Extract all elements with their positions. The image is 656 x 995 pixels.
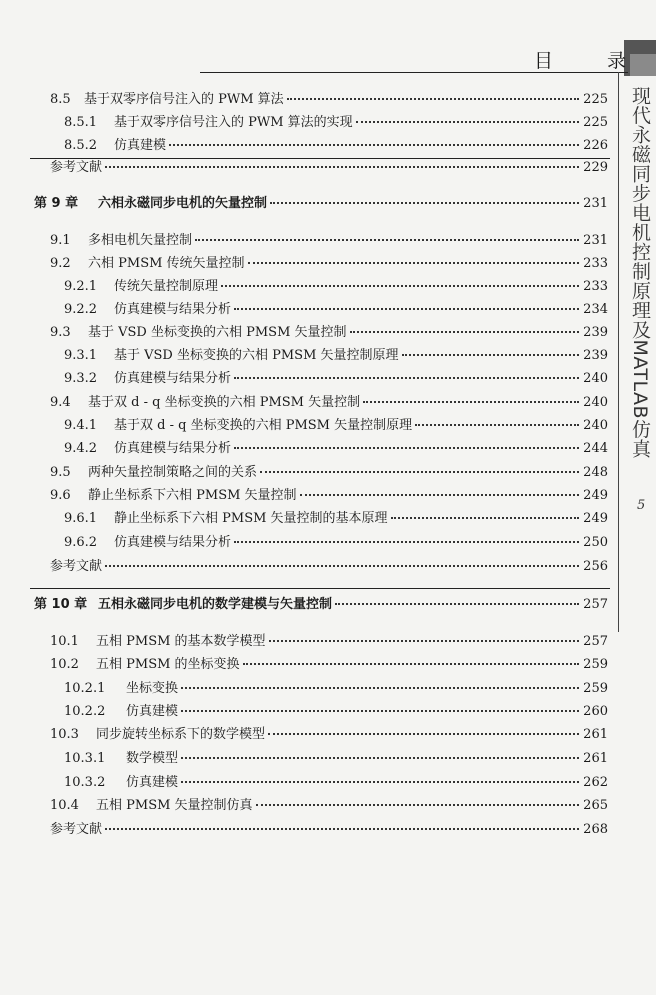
toc-title: 基于双零序信号注入的 PWM 算法	[84, 92, 284, 107]
toc-entry-10-2-2[interactable]	[64, 704, 608, 720]
toc-page: 262	[583, 775, 608, 790]
toc-title: 仿真建模	[126, 704, 179, 719]
toc-number: 9.2.1	[64, 279, 98, 294]
toc-leader-dots	[356, 121, 579, 123]
toc-entry-9-1[interactable]	[50, 233, 608, 249]
toc-chapter-number: 第 9 章	[34, 196, 79, 211]
toc-leader-dots	[105, 828, 579, 830]
toc-number: 9.4.1	[64, 418, 98, 433]
toc-leader-dots	[415, 424, 579, 426]
toc-page: 261	[583, 727, 608, 742]
toc-leader-dots	[260, 471, 579, 473]
toc-title: 数学模型	[126, 751, 179, 766]
toc-page: 226	[583, 138, 608, 153]
toc-entry-10-2[interactable]	[50, 657, 608, 673]
toc-leader-dots	[256, 804, 579, 806]
toc-entry-references[interactable]	[50, 160, 608, 176]
toc-page: 240	[583, 418, 608, 433]
toc-page: 240	[583, 371, 608, 386]
toc-title: 基于双 d - q 坐标变换的六相 PMSM 矢量控制	[88, 395, 361, 410]
toc-title: 基于双零序信号注入的 PWM 算法的实现	[114, 115, 353, 130]
toc-number: 9.2.2	[64, 302, 98, 317]
toc-leader-dots	[234, 447, 579, 449]
toc-entry-9-3-1[interactable]	[64, 348, 608, 364]
toc-leader-dots	[248, 262, 579, 264]
toc-entry-10-1[interactable]	[50, 634, 608, 650]
chapter-divider	[30, 158, 610, 159]
toc-page: 249	[583, 488, 608, 503]
toc-title: 参考文献	[50, 559, 103, 574]
toc-leader-dots	[181, 687, 579, 689]
toc-title: 基于双 d - q 坐标变换的六相 PMSM 矢量控制原理	[114, 418, 413, 433]
toc-leader-dots	[269, 640, 579, 642]
toc-number: 9.6	[50, 488, 71, 503]
toc-leader-dots	[270, 202, 579, 204]
toc-entry-9-2-1[interactable]	[64, 279, 608, 295]
toc-title: 仿真建模与结果分析	[114, 535, 232, 550]
toc-number: 9.3.1	[64, 348, 98, 363]
toc-title: 参考文献	[50, 822, 103, 837]
toc-entry-8-5-1[interactable]	[64, 115, 608, 131]
toc-title: 同步旋转坐标系下的数学模型	[96, 727, 266, 742]
toc-page: 239	[583, 348, 608, 363]
toc-entry-10-3[interactable]	[50, 727, 608, 743]
toc-entry-references[interactable]	[50, 822, 608, 838]
toc-leader-dots	[287, 98, 579, 100]
toc-page: 229	[583, 160, 608, 175]
toc-number: 9.3.2	[64, 371, 98, 386]
toc-number: 8.5	[50, 92, 71, 107]
toc-page: 234	[583, 302, 608, 317]
toc-title: 仿真建模与结果分析	[114, 302, 232, 317]
toc-leader-dots	[234, 308, 579, 310]
toc-entry-9-6[interactable]	[50, 488, 608, 504]
toc-page: 260	[583, 704, 608, 719]
toc-leader-dots	[234, 377, 579, 379]
toc-page: 265	[583, 798, 608, 813]
toc-number: 10.3.2	[64, 775, 106, 790]
toc-entry-9-6-1[interactable]	[64, 511, 608, 527]
page-header-title: 目 录	[534, 50, 651, 72]
toc-title: 仿真建模	[126, 775, 179, 790]
toc-title: 静止坐标系下六相 PMSM 矢量控制	[88, 488, 297, 503]
header-rule	[200, 72, 628, 73]
toc-page: 261	[583, 751, 608, 766]
toc-number: 10.1	[50, 634, 79, 649]
toc-leader-dots	[391, 517, 579, 519]
toc-number: 10.3.1	[64, 751, 106, 766]
toc-entry-9-4-2[interactable]	[64, 441, 608, 457]
toc-entry-9-6-2[interactable]	[64, 535, 608, 551]
toc-number: 9.4.2	[64, 441, 98, 456]
toc-number: 8.5.2	[64, 138, 98, 153]
toc-page: 248	[583, 465, 608, 480]
toc-number: 10.4	[50, 798, 79, 813]
toc-entry-9-3[interactable]	[50, 325, 608, 341]
side-divider	[618, 72, 619, 632]
toc-number: 9.6.2	[64, 535, 98, 550]
toc-title: 参考文献	[50, 160, 103, 175]
toc-number: 9.2	[50, 256, 71, 271]
toc-page: 259	[583, 681, 608, 696]
book-side-title: 现代永磁同步电机控制原理及MATLAB仿真	[629, 86, 651, 459]
toc-entry-9-4-1[interactable]	[64, 418, 608, 434]
toc-page: 244	[583, 441, 608, 456]
toc-title: 六相 PMSM 传统矢量控制	[88, 256, 245, 271]
toc-title: 五相 PMSM 的基本数学模型	[96, 634, 266, 649]
toc-entry-10-3-1[interactable]	[64, 751, 608, 767]
toc-page: 257	[583, 597, 608, 612]
toc-leader-dots	[105, 565, 579, 567]
toc-chapter-number: 第 10 章	[34, 597, 88, 612]
toc-number: 9.6.1	[64, 511, 98, 526]
toc-leader-dots	[234, 541, 579, 543]
toc-entry-references[interactable]	[50, 559, 608, 575]
toc-number: 10.2.2	[64, 704, 106, 719]
toc-chapter-title: 六相永磁同步电机的矢量控制	[98, 196, 268, 211]
toc-title: 基于 VSD 坐标变换的六相 PMSM 矢量控制	[88, 325, 347, 340]
toc-title: 五相 PMSM 的坐标变换	[96, 657, 240, 672]
toc-number: 8.5.1	[64, 115, 98, 130]
toc-page: 240	[583, 395, 608, 410]
toc-page: 233	[583, 279, 608, 294]
toc-title: 多相电机矢量控制	[88, 233, 193, 248]
toc-page: 257	[583, 634, 608, 649]
toc-page: 259	[583, 657, 608, 672]
toc-entry-10-3-2[interactable]	[64, 775, 608, 791]
toc-page: 268	[583, 822, 608, 837]
toc-entry-8-5-2[interactable]	[64, 138, 608, 154]
toc-page: 225	[583, 115, 608, 130]
toc-entry-10-2-1[interactable]	[64, 681, 608, 697]
toc-number: 10.2.1	[64, 681, 106, 696]
chapter-divider	[30, 588, 610, 589]
toc-leader-dots	[169, 144, 579, 146]
toc-page: 249	[583, 511, 608, 526]
toc-chapter-10[interactable]	[34, 597, 608, 613]
toc-leader-dots	[181, 757, 579, 759]
toc-entry-9-2-2[interactable]	[64, 302, 608, 318]
toc-title: 传统矢量控制原理	[114, 279, 219, 294]
toc-entry-8-5[interactable]	[50, 92, 608, 108]
toc-title: 仿真建模与结果分析	[114, 371, 232, 386]
toc-title: 两种矢量控制策略之间的关系	[88, 465, 258, 480]
toc-title: 仿真建模与结果分析	[114, 441, 232, 456]
toc-entry-9-2[interactable]	[50, 256, 608, 272]
toc-leader-dots	[243, 663, 579, 665]
toc-number: 9.5	[50, 465, 71, 480]
page-number: 5	[637, 498, 646, 513]
toc-chapter-9[interactable]	[34, 196, 608, 212]
toc-page: 250	[583, 535, 608, 550]
toc-leader-dots	[221, 285, 579, 287]
toc-leader-dots	[105, 166, 579, 168]
toc-leader-dots	[300, 494, 579, 496]
toc-number: 10.2	[50, 657, 79, 672]
toc-leader-dots	[350, 331, 579, 333]
toc-number: 9.4	[50, 395, 71, 410]
toc-entry-9-4[interactable]	[50, 395, 608, 411]
toc-chapter-title: 五相永磁同步电机的数学建模与矢量控制	[98, 597, 333, 612]
toc-leader-dots	[181, 781, 579, 783]
toc-leader-dots	[335, 603, 579, 605]
toc-page: 256	[583, 559, 608, 574]
toc-leader-dots	[195, 239, 579, 241]
toc-entry-10-4[interactable]	[50, 798, 608, 814]
toc-page: 233	[583, 256, 608, 271]
toc-entry-9-3-2[interactable]	[64, 371, 608, 387]
toc-leader-dots	[268, 733, 579, 735]
toc-page: 231	[583, 196, 608, 211]
toc-page: 225	[583, 92, 608, 107]
toc-entry-9-5[interactable]	[50, 465, 608, 481]
toc-leader-dots	[363, 401, 579, 403]
toc-title: 基于 VSD 坐标变换的六相 PMSM 矢量控制原理	[114, 348, 399, 363]
toc-title: 坐标变换	[126, 681, 179, 696]
toc-number: 9.3	[50, 325, 71, 340]
toc-page: 239	[583, 325, 608, 340]
toc-leader-dots	[402, 354, 579, 356]
toc-title: 静止坐标系下六相 PMSM 矢量控制的基本原理	[114, 511, 388, 526]
toc-title: 五相 PMSM 矢量控制仿真	[96, 798, 253, 813]
toc-leader-dots	[181, 710, 579, 712]
toc-page: 231	[583, 233, 608, 248]
toc-title: 仿真建模	[114, 138, 167, 153]
toc-number: 9.1	[50, 233, 71, 248]
toc-number: 10.3	[50, 727, 79, 742]
